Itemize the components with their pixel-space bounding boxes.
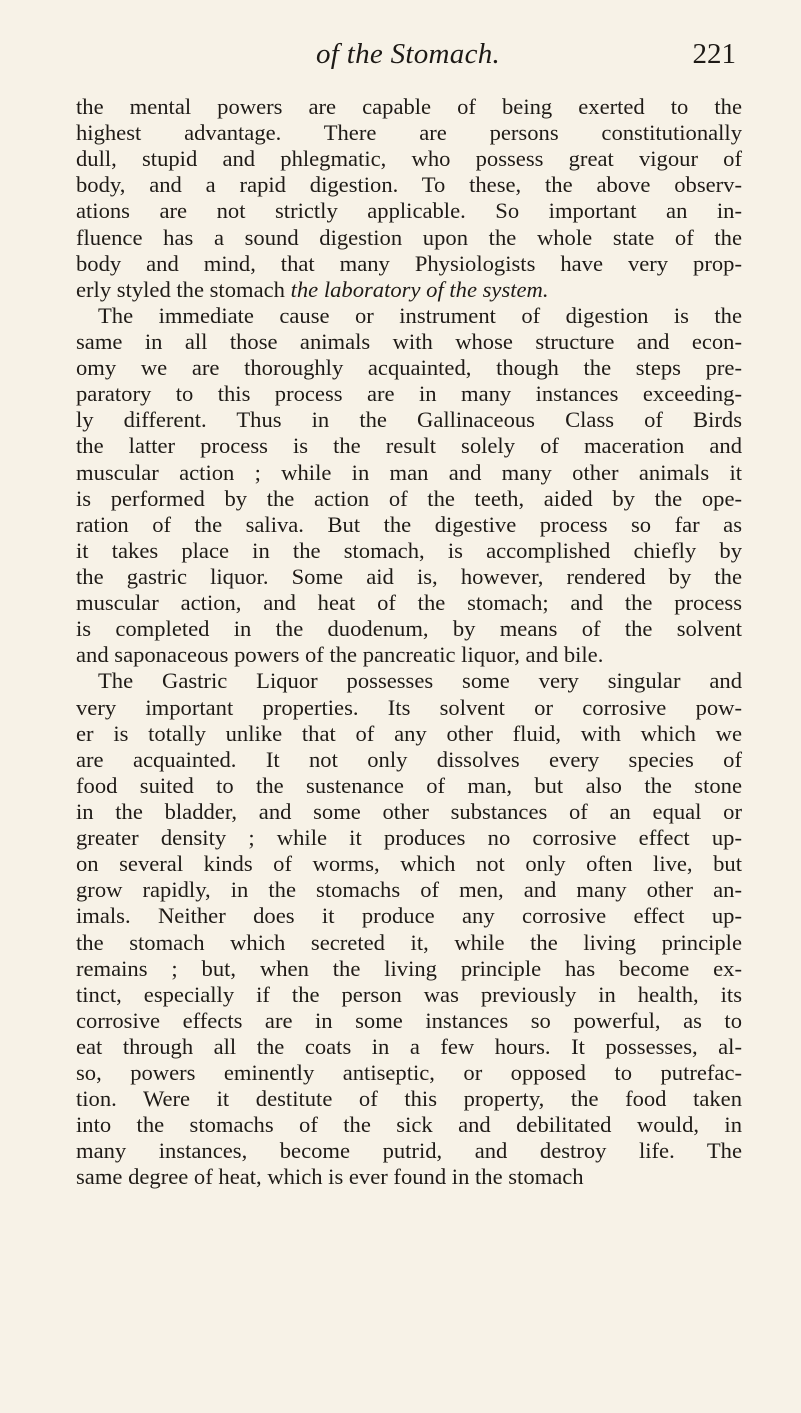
text-line: it takes place in the stomach, is accomplished chiefly by: [76, 537, 742, 563]
text-line: imals. Neither does it produce any corrosive effect up-: [76, 903, 742, 929]
text-line: [76, 277, 742, 303]
text-line: in the bladder, and some other substances of an equal or: [76, 798, 742, 824]
text-line: ly different. Thus in the Gallinaceous Class of Birds: [76, 407, 742, 433]
text-line: and saponaceous powers of the pancreatic liquor, and bile.: [76, 642, 604, 668]
page-header: [76, 38, 736, 78]
text-line: tion. Were it destitute of this property, the food taken: [76, 1086, 742, 1112]
text-line: body, and a rapid digestion. To these, the above observ-: [76, 172, 742, 198]
text-line: ration of the saliva. But the digestive process so far as: [76, 511, 742, 537]
text-line: grow rapidly, in the stomachs of men, and many other an-: [76, 877, 742, 903]
text-line: food suited to the sustenance of man, but also the stone: [76, 772, 742, 798]
text-line: The Gastric Liquor possesses some very singular and: [98, 668, 742, 694]
text-line: highest advantage. There are persons constitutionally: [76, 120, 742, 146]
text-line: dull, stupid and phlegmatic, who possess great vigour of: [76, 146, 742, 172]
text-line: is performed by the action of the teeth, aided by the ope-: [76, 485, 742, 511]
text-line: eat through all the coats in a few hours. It possesses, al-: [76, 1033, 742, 1059]
text-line: the stomach which secreted it, while the living principle: [76, 929, 742, 955]
text-line: same in all those animals with whose structure and econ-: [76, 328, 742, 354]
text-line: The immediate cause or instrument of digestion is the: [98, 302, 742, 328]
text-line: the mental powers are capable of being exerted to the: [76, 94, 742, 119]
text-line: omy we are thoroughly acquainted, though the steps pre-: [76, 355, 742, 381]
text-line: body and mind, that many Physiologists have very prop-: [76, 250, 742, 276]
text-line: corrosive effects are in some instances so powerful, as to: [76, 1007, 742, 1033]
text-line: ations are not strictly applicable. So important an in-: [76, 198, 742, 224]
text-line: the gastric liquor. Some aid is, however, rendered by the: [76, 563, 742, 589]
text-line: tinct, especially if the person was previously in health, its: [76, 981, 742, 1007]
page-number: 221: [692, 38, 736, 70]
running-title: of the Stomach.: [316, 38, 501, 70]
text-line: is completed in the duodenum, by means of the solvent: [76, 616, 742, 642]
text-line: paratory to this process are in many instances exceeding-: [76, 381, 742, 407]
text-line: so, powers eminently antiseptic, or opposed to putrefac-: [76, 1060, 742, 1086]
text-line: greater density ; while it produces no corrosive effect up-: [76, 825, 742, 851]
text-line: fluence has a sound digestion upon the whole state of the: [76, 224, 742, 250]
text-line: muscular action ; while in man and many other animals it: [76, 459, 742, 485]
text-line: many instances, become putrid, and destroy life. The: [76, 1138, 742, 1164]
text-line: are acquainted. It not only dissolves every species of: [76, 746, 742, 772]
italic-phrase: the laboratory of the system.: [290, 276, 549, 302]
text-line: into the stomachs of the sick and debilitated would, in: [76, 1112, 742, 1138]
text-line: the latter process is the result solely of maceration and: [76, 433, 742, 459]
text-line: remains ; but, when the living principle has become ex-: [76, 955, 742, 981]
text-segment: erly styled the stomach: [76, 276, 291, 302]
text-line: muscular action, and heat of the stomach; and the process: [76, 590, 742, 616]
text-line: on several kinds of worms, which not only often live, but: [76, 851, 742, 877]
text-line: very important properties. Its solvent or corrosive pow-: [76, 694, 742, 720]
text-line: same degree of heat, which is ever found in the stomach: [76, 1164, 584, 1190]
text-line: er is totally unlike that of any other fluid, with which we: [76, 720, 742, 746]
body-text: [76, 94, 742, 1191]
